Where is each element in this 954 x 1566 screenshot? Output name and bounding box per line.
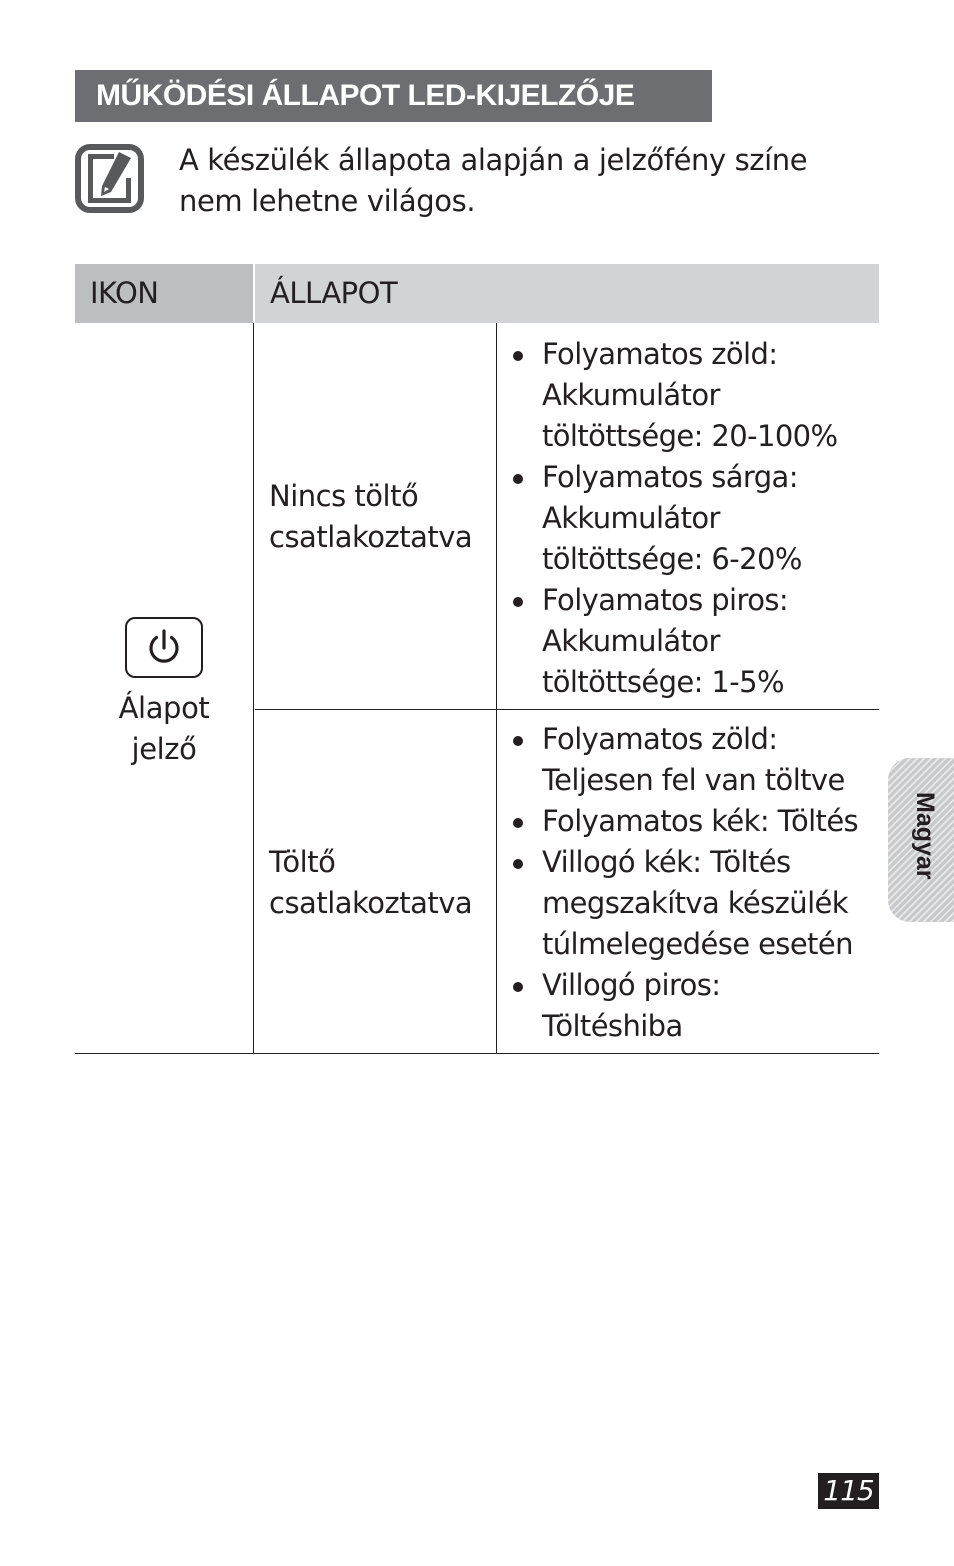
table-header-status: ÁLLAPOT bbox=[255, 264, 879, 323]
note-line-2: nem lehetne világos. bbox=[179, 184, 476, 218]
list-item: Folyamatos kék: Töltés bbox=[506, 801, 878, 842]
condition-line-1: Töltő bbox=[269, 845, 336, 879]
section-title: MŰKÖDÉSI ÁLLAPOT LED-KIJELZŐJE bbox=[75, 70, 712, 122]
table-header-icon: IKON bbox=[75, 264, 253, 323]
page-number: 115 bbox=[818, 1473, 879, 1509]
condition-line-2: csatlakoztatva bbox=[269, 520, 473, 554]
list-item: Folyamatos zöld: Akkumulátor töltöttsége: 20-100% bbox=[506, 334, 878, 457]
list-item: Folyamatos piros: Akkumulátor töltöttsége: 1-5% bbox=[506, 580, 878, 703]
table-divider bbox=[255, 709, 879, 710]
table-divider bbox=[253, 323, 254, 1054]
list-item: Folyamatos zöld: Teljesen fel van töltve bbox=[506, 719, 878, 801]
note-pencil-icon bbox=[75, 144, 144, 213]
note-text bbox=[179, 140, 859, 222]
power-icon bbox=[125, 617, 203, 678]
condition-no-charger bbox=[269, 476, 494, 558]
list-item: Villogó kék: Töltés megszakítva készülék túlmelegedése esetén bbox=[506, 842, 878, 965]
list-item: Folyamatos sárga: Akkumulátor töltöttsége: 6-20% bbox=[506, 457, 878, 580]
language-tab-label: Magyar bbox=[911, 792, 939, 880]
note-line-1: A készülék állapota alapján a jelzőfény színe bbox=[179, 143, 808, 177]
status-list-charger-connected bbox=[506, 719, 878, 1047]
table-divider bbox=[496, 323, 497, 1054]
status-list-no-charger bbox=[506, 334, 878, 703]
status-indicator-label-line-1: Álapot bbox=[118, 691, 210, 725]
condition-line-2: csatlakoztatva bbox=[269, 886, 473, 920]
condition-line-1: Nincs töltő bbox=[269, 479, 419, 513]
status-indicator-label bbox=[75, 688, 253, 770]
status-indicator-label-line-2: jelző bbox=[131, 732, 197, 766]
condition-charger-connected bbox=[269, 842, 494, 924]
list-item: Villogó piros: Töltéshiba bbox=[506, 965, 878, 1047]
table-bottom-rule bbox=[75, 1053, 879, 1054]
